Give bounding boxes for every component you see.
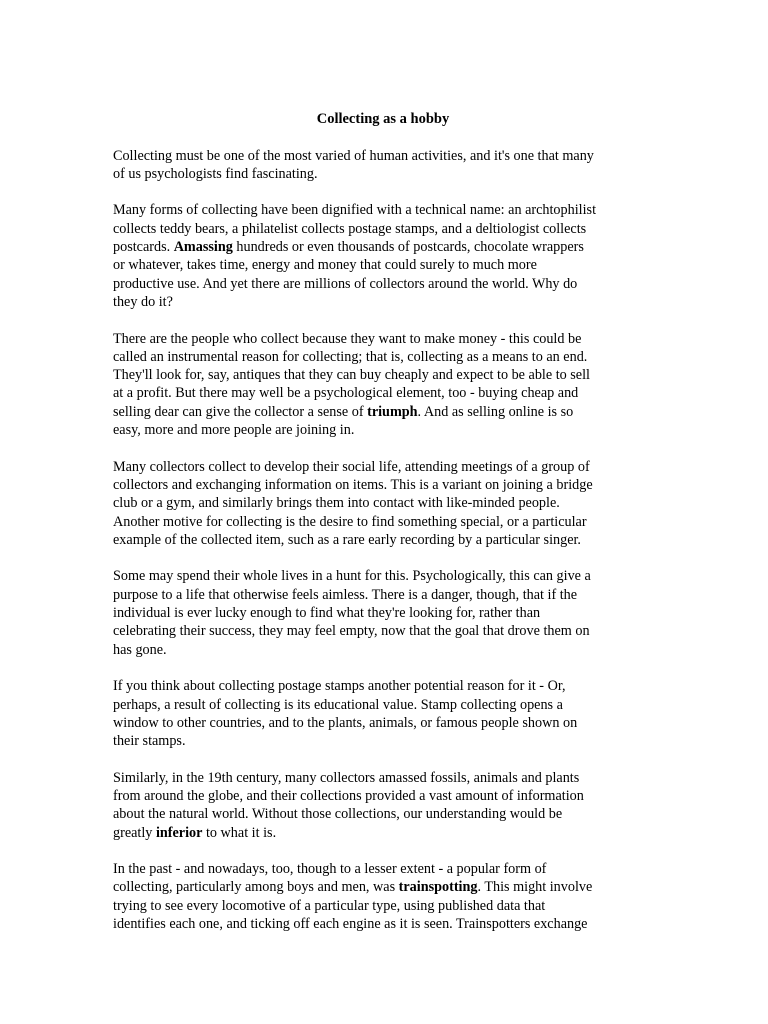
text-run: Similarly, in the 19th century, many collectors amassed fossils, animals and plants <box>113 769 580 786</box>
emphasized-word: inferior <box>155 824 203 841</box>
text-line <box>113 531 653 549</box>
text-run: celebrating their success, they may feel empty, now that the goal that drove them on <box>113 623 590 640</box>
paragraph <box>113 860 653 933</box>
text-run: called an instrumental reason for collecting; that is, collecting as a means to an end. <box>113 348 588 365</box>
text-line <box>113 622 653 640</box>
text-run: club or a gym, and similarly brings them into contact with like-minded people. <box>113 495 560 512</box>
document-body <box>113 147 653 934</box>
emphasized-word: triumph <box>367 403 418 420</box>
text-run: productive use. And yet there are millions of collectors around the world. Why do <box>113 275 578 292</box>
paragraph <box>113 330 653 440</box>
text-run: Another motive for collecting is the desire to find something special, or a particular <box>113 513 587 530</box>
text-run: greatly <box>113 824 156 841</box>
text-run: they do it? <box>113 293 173 310</box>
text-line <box>113 220 653 238</box>
text-run: from around the globe, and their collections provided a vast amount of information <box>113 787 584 804</box>
paragraph <box>113 147 653 184</box>
text-run: postcards. <box>113 239 174 256</box>
text-line <box>113 732 653 750</box>
text-run: or whatever, takes time, energy and money that could surely to much more <box>113 257 537 274</box>
text-line <box>113 787 653 805</box>
text-run: . And as selling online is so <box>417 403 574 420</box>
text-line <box>113 421 653 439</box>
text-run: perhaps, a result of collecting is its educational value. Stamp collecting opens a <box>113 696 563 713</box>
text-run: If you think about collecting postage stamps another potential reason for it - Or, <box>113 678 566 695</box>
text-line <box>113 915 653 933</box>
text-line <box>113 878 653 896</box>
text-line <box>113 476 653 494</box>
text-line <box>113 165 653 183</box>
text-run: There are the people who collect because they want to make money - this could be <box>113 330 582 347</box>
text-run: Collecting must be one of the most varied of human activities, and it's one that many <box>113 147 594 164</box>
document-page <box>113 110 653 952</box>
text-line <box>113 513 653 531</box>
text-line <box>113 275 653 293</box>
text-line <box>113 677 653 695</box>
text-run: They'll look for, say, antiques that they can buy cheaply and expect to be able to sell <box>113 367 590 384</box>
emphasized-word: Amassing <box>173 239 233 256</box>
text-line <box>113 403 653 421</box>
paragraph <box>113 769 653 842</box>
text-line <box>113 256 653 274</box>
text-line <box>113 696 653 714</box>
text-run: Some may spend their whole lives in a hunt for this. Psychologically, this can give a <box>113 568 591 585</box>
text-run: Many collectors collect to develop their social life, attending meetings of a group of <box>113 458 590 475</box>
text-line <box>113 769 653 787</box>
text-line <box>113 714 653 732</box>
text-run: of us psychologists find fascinating. <box>113 165 318 182</box>
text-run: hundreds or even thousands of postcards, chocolate wrappers <box>232 239 584 256</box>
text-run: about the natural world. Without those collections, our understanding would be <box>113 806 563 823</box>
document-title: Collecting as a hobby <box>316 111 450 127</box>
text-run: . This might involve <box>477 879 593 896</box>
emphasized-word: trainspotting <box>398 879 478 896</box>
text-run: to what it is. <box>202 824 277 841</box>
text-line <box>113 293 653 311</box>
text-run: collectors and exchanging information on items. This is a variant on joining a bridge <box>113 476 593 493</box>
text-run: individual is ever lucky enough to find what they're looking for, rather than <box>113 605 541 622</box>
text-line <box>113 330 653 348</box>
text-run: Many forms of collecting have been dignified with a technical name: an archtophilist <box>113 202 597 219</box>
text-run: their stamps. <box>113 733 186 750</box>
text-line <box>113 147 653 165</box>
text-line <box>113 604 653 622</box>
text-line <box>113 586 653 604</box>
text-line <box>113 384 653 402</box>
text-run: window to other countries, and to the plants, animals, or famous people shown on <box>113 714 578 731</box>
text-line <box>113 201 653 219</box>
text-line <box>113 567 653 585</box>
text-line <box>113 824 653 842</box>
paragraph <box>113 201 653 311</box>
paragraph <box>113 567 653 658</box>
paragraph <box>113 677 653 750</box>
text-run: example of the collected item, such as a rare early recording by a particular singer. <box>113 531 581 548</box>
text-run: identifies each one, and ticking off each engine as it is seen. Trainspotters exchange <box>113 916 588 933</box>
text-line <box>113 805 653 823</box>
text-line <box>113 458 653 476</box>
text-run: In the past - and nowadays, too, though to a lesser extent - a popular form of <box>113 861 547 878</box>
text-line <box>113 366 653 384</box>
text-run: at a profit. But there may well be a psychological element, too - buying cheap and <box>113 385 579 402</box>
text-line <box>113 860 653 878</box>
text-run: trying to see every locomotive of a particular type, using published data that <box>113 897 546 914</box>
text-run: collecting, particularly among boys and men, was <box>113 879 399 896</box>
paragraph <box>113 458 653 549</box>
text-line <box>113 897 653 915</box>
text-line <box>113 641 653 659</box>
text-run: has gone. <box>113 641 167 658</box>
text-run: collects teddy bears, a philatelist collects postage stamps, and a deltiologist collects <box>113 220 587 237</box>
text-line <box>113 494 653 512</box>
text-line <box>113 238 653 256</box>
text-line <box>113 348 653 366</box>
text-run: selling dear can give the collector a sense of <box>113 403 368 420</box>
text-run: easy, more and more people are joining in. <box>113 422 355 439</box>
text-run: purpose to a life that otherwise feels aimless. There is a danger, though, that if the <box>113 586 578 603</box>
